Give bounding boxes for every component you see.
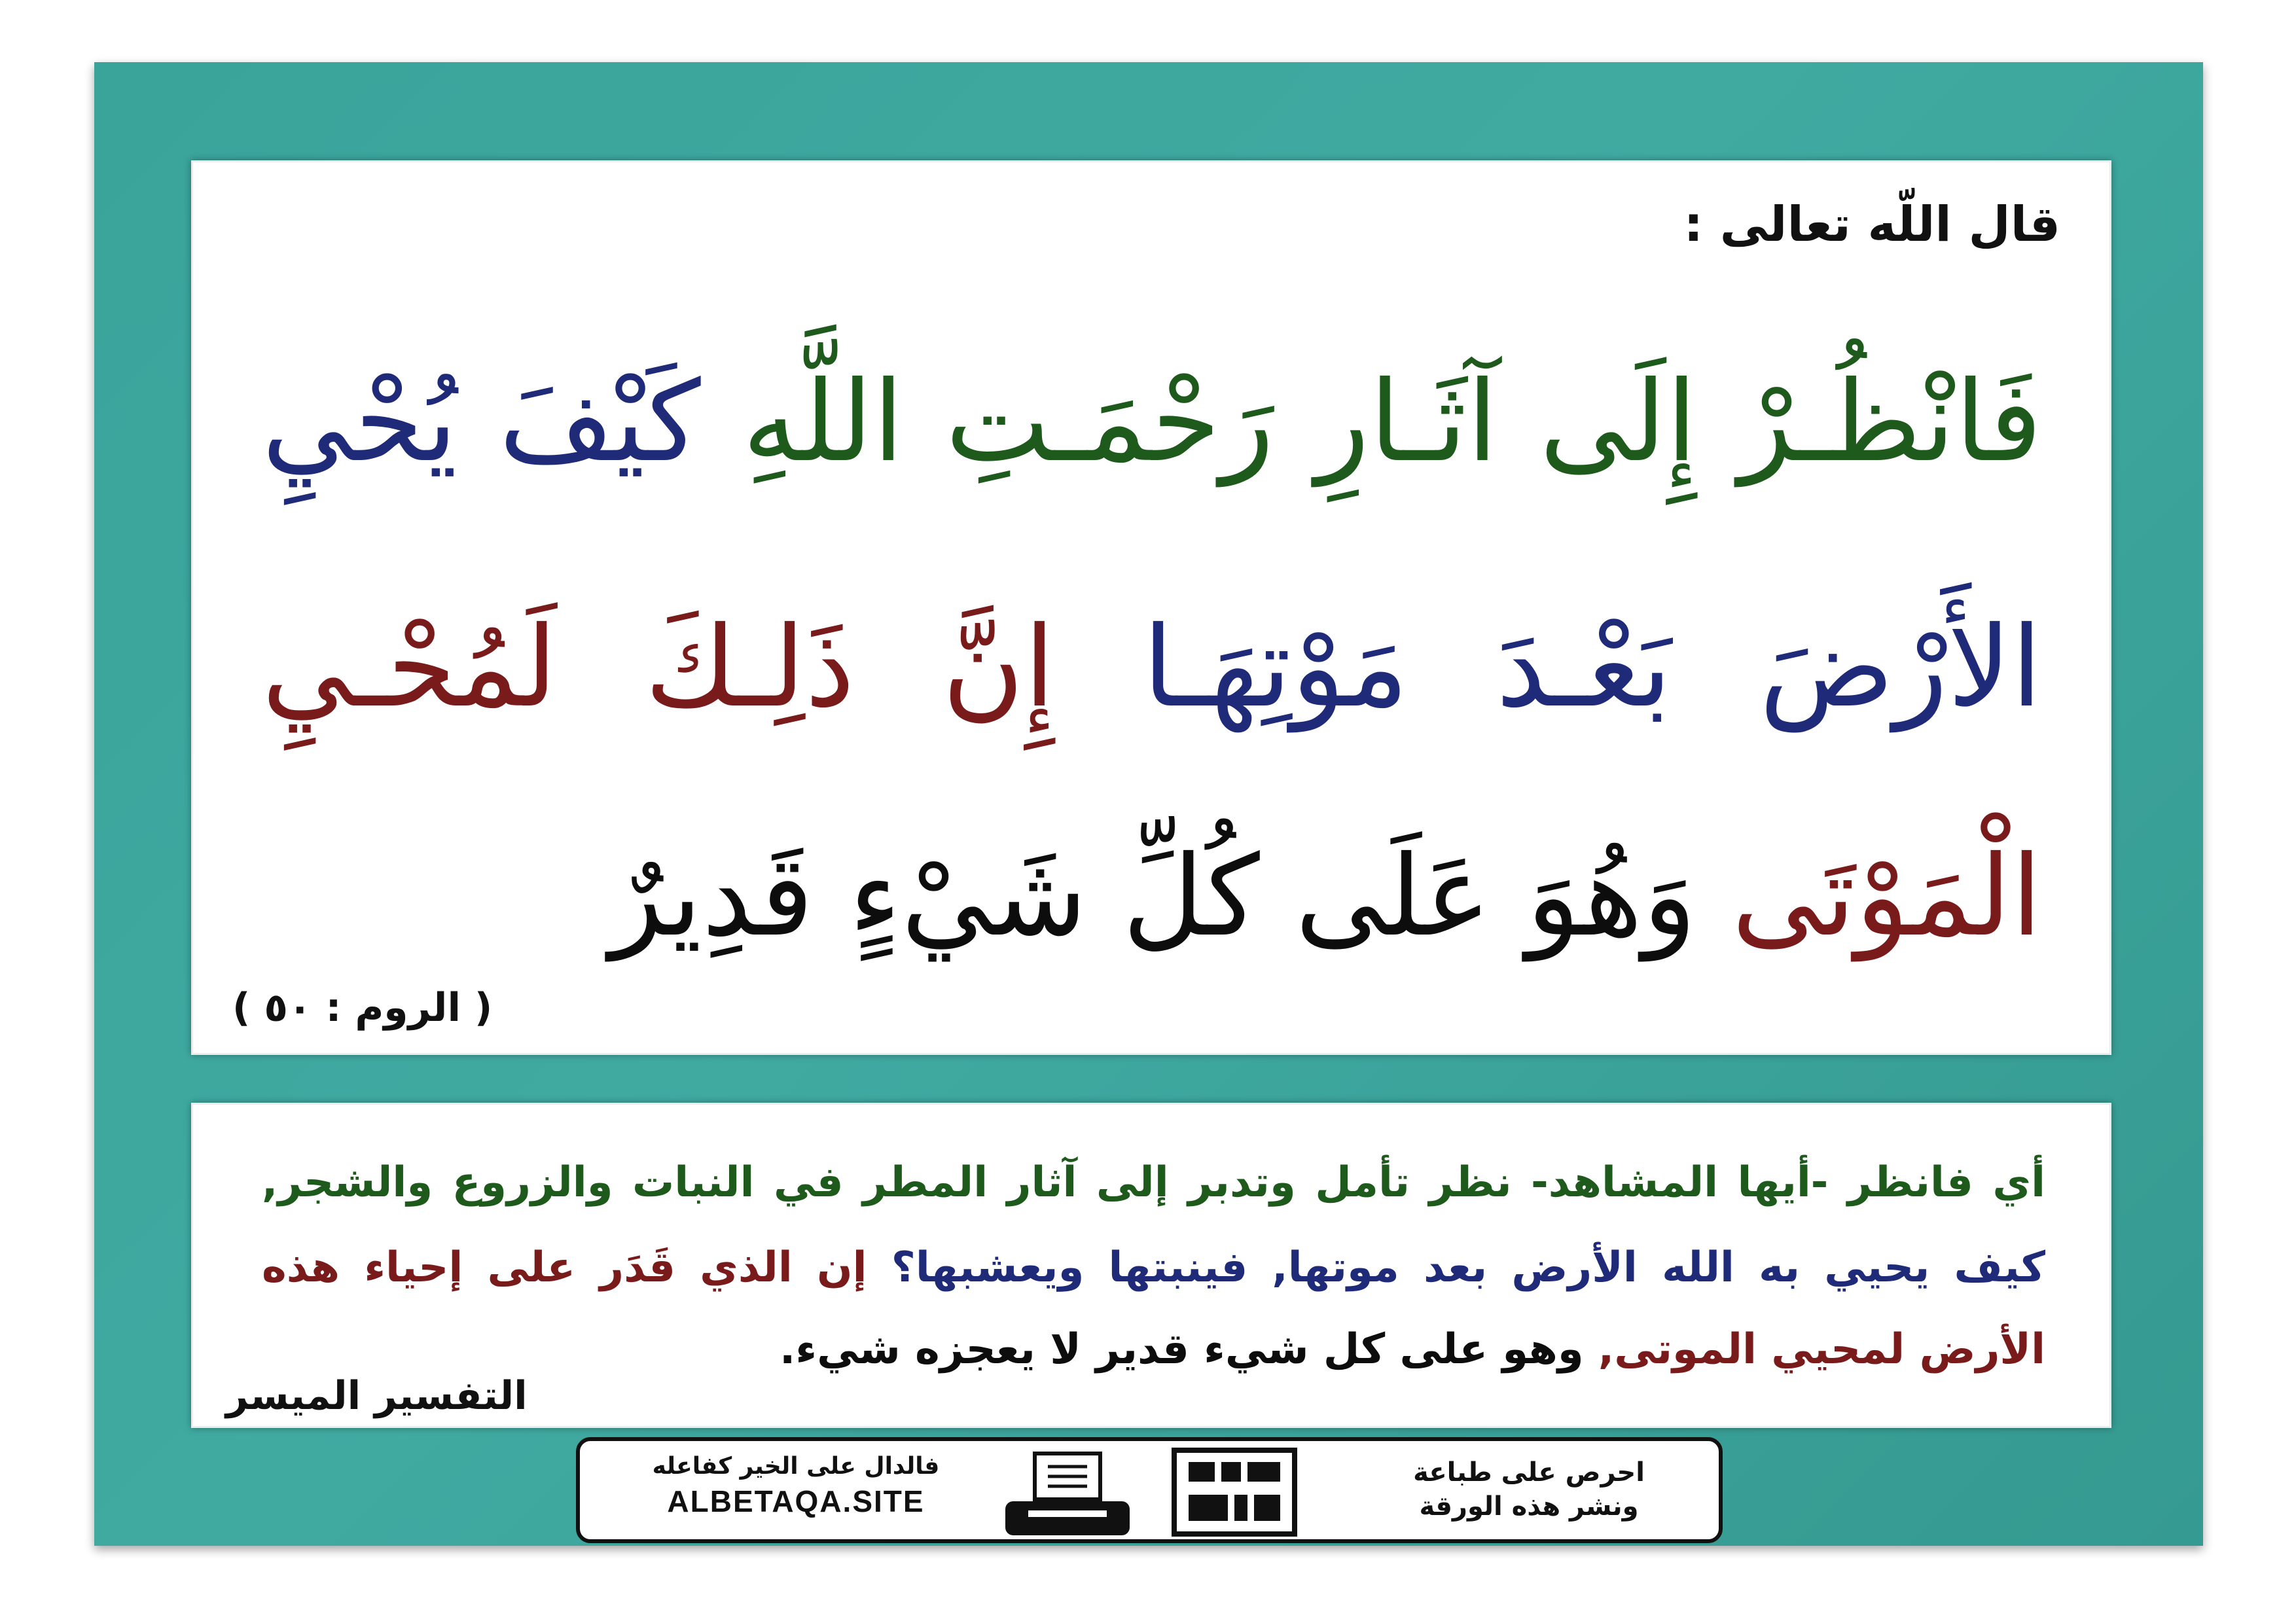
verse-intro: قال اللّه تعالى :	[1683, 196, 2060, 253]
verse-line-3	[262, 832, 2042, 961]
verse-line-2	[262, 603, 2043, 732]
tafsir-segment: وهو على كل شيء قدير لا يعجزه شيء.	[780, 1325, 1584, 1374]
print-line-1: احرص على طباعة	[1413, 1457, 1645, 1488]
print-line-2: ونشر هذه الورقة	[1419, 1491, 1639, 1522]
verse-segment: الْمَوْتَى	[1731, 832, 2042, 961]
tafsir-segment: الأرض لمحيي الموتى,	[1598, 1325, 2045, 1374]
site-link[interactable]: ALBETAQA.SITE	[667, 1484, 925, 1518]
tafsir-segment: إن الذي قَدَر على إحياء هذه	[262, 1243, 867, 1292]
footer-site-block	[606, 1453, 986, 1519]
printer-icon	[999, 1450, 1136, 1539]
verse-segment: الأَرْضَ بَعْـدَ مَوْتِهَـا	[1142, 603, 2043, 732]
tafsir-line-1	[262, 1158, 2045, 1207]
tafsir-segment: كيف يحيي به الله الأرض بعد موتها, فينبتها ويعشبها؟	[891, 1243, 2046, 1292]
verse-line-1	[262, 357, 2042, 487]
print-request	[1391, 1455, 1666, 1524]
tafsir-line-3	[262, 1325, 2045, 1374]
verse-segment: فَانْظُـرْ إِلَى آثَـارِ رَحْمَـتِ اللَّهِ	[742, 357, 2042, 487]
tafsir-line-2	[262, 1243, 2045, 1292]
footer-banner	[576, 1437, 1723, 1543]
tafsir-source: التفسير الميسر	[226, 1373, 528, 1419]
tafsir-segment: أي فانظر -أيها المشاهد- نظر تأمل وتدبر إلى آثار المطر في النبات والزروع والشجر,	[262, 1158, 2045, 1207]
logo-icon	[1169, 1446, 1300, 1538]
verse-segment: كَيْفَ يُحْيِ	[262, 357, 701, 487]
verse-segment: وَهُوَ عَلَى كُلِّ شَيْءٍ قَدِيرٌ	[609, 832, 1696, 961]
verse-segment: إِنَّ ذَلِـكَ لَمُحْـيِ	[262, 603, 1055, 732]
footer-tagline: فالدال على الخير كفاعله	[652, 1453, 940, 1480]
verse-reference: ( الروم : ٥٠ )	[232, 985, 493, 1031]
